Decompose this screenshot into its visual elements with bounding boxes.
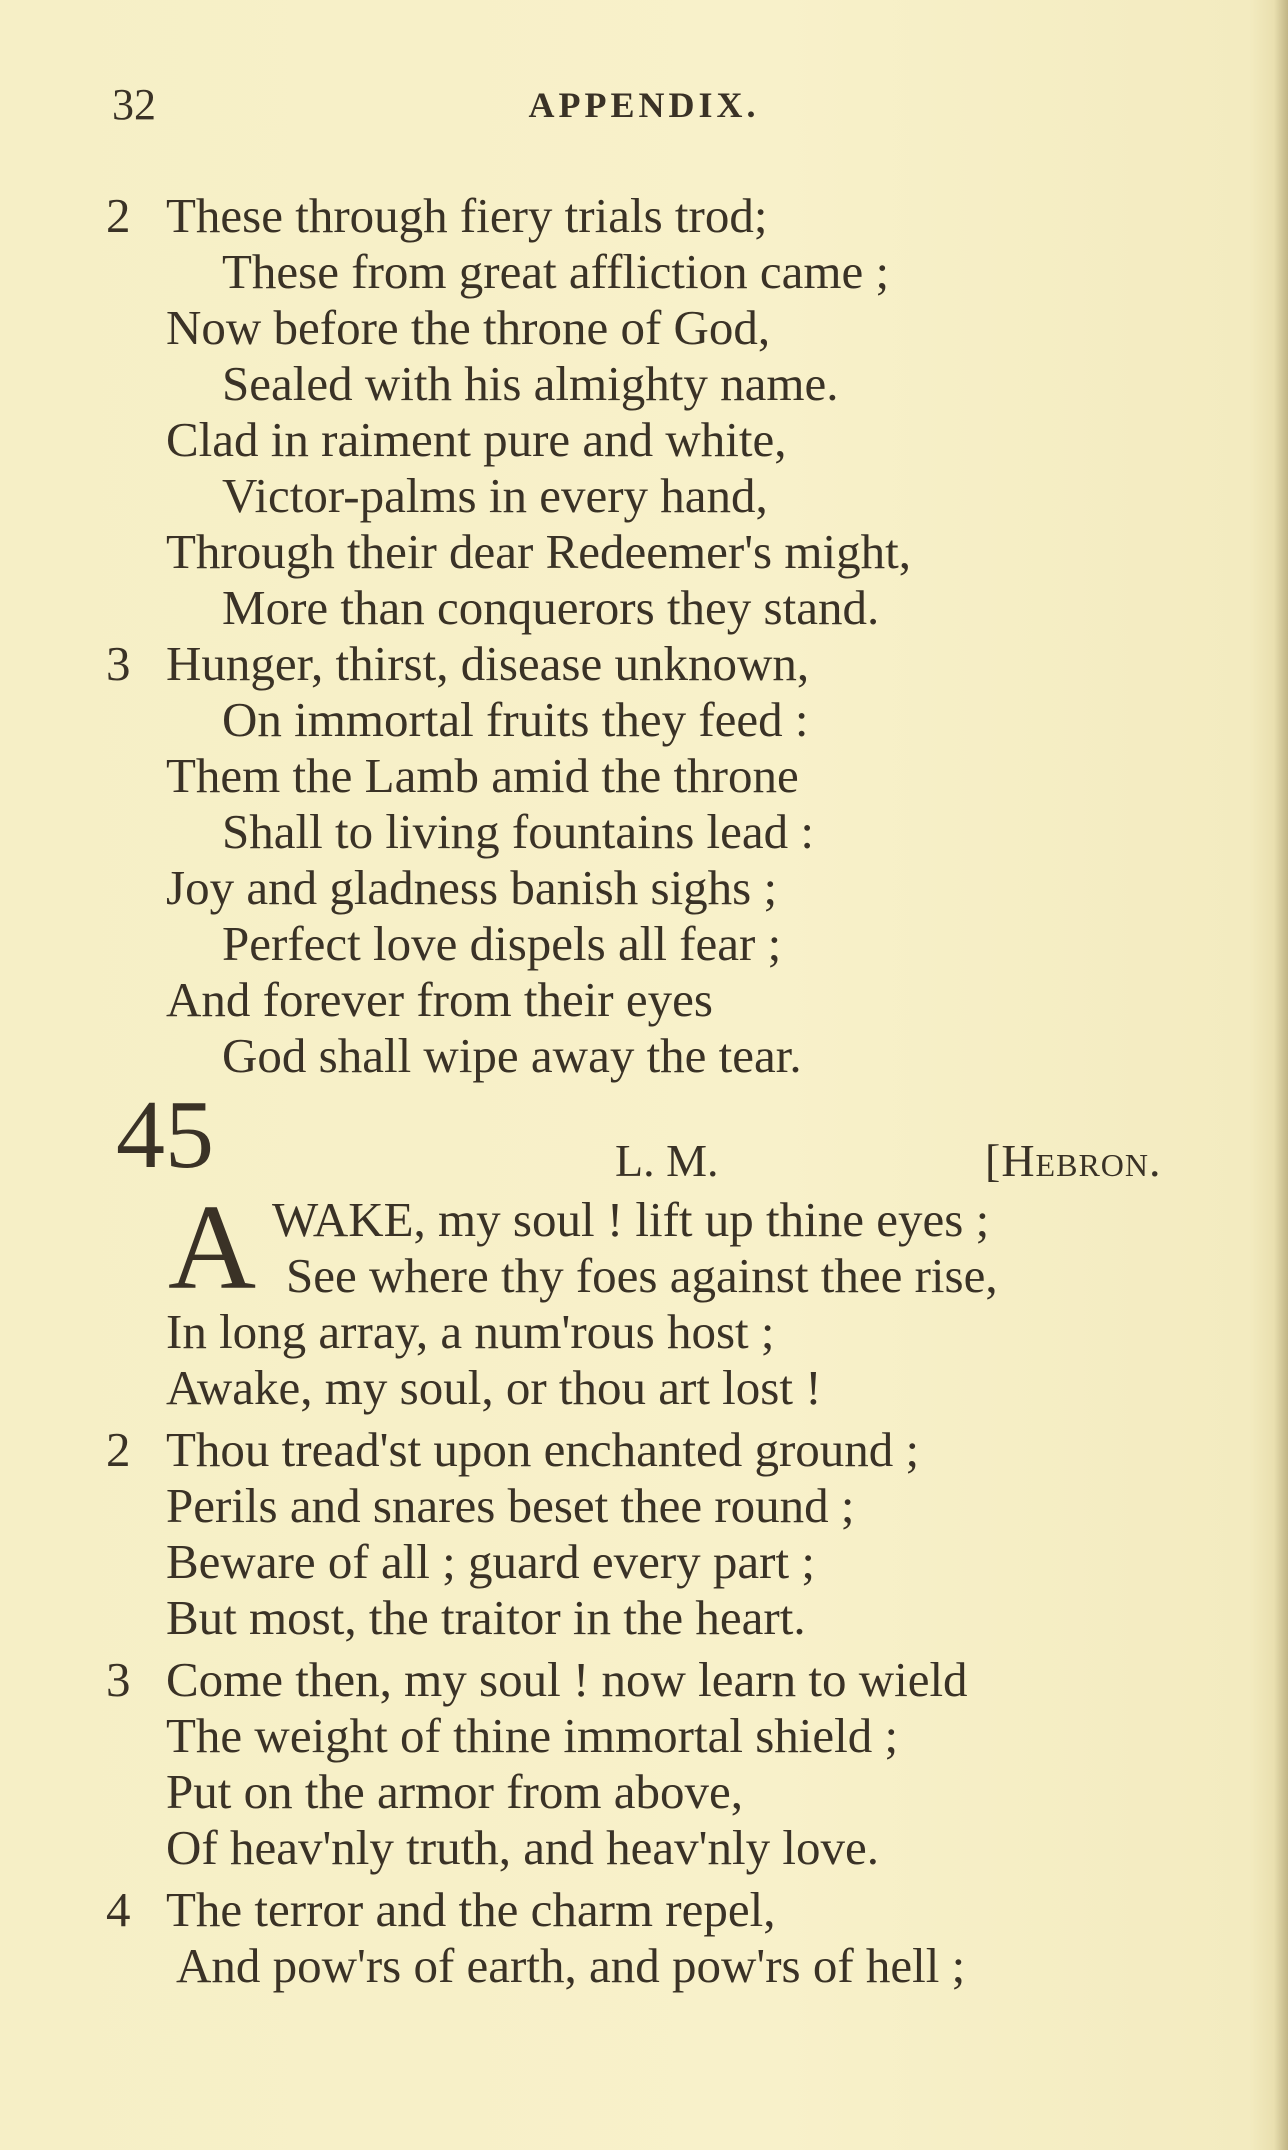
hymn-line: God shall wipe away the tear.	[222, 1028, 802, 1083]
verse-number: 2	[106, 1422, 131, 1477]
hymn-line: Awake, my soul, or thou art lost !	[166, 1360, 822, 1415]
verse-number: 3	[106, 636, 131, 691]
hymn-line: Them the Lamb amid the throne	[166, 748, 799, 803]
hymn-line: Beware of all ; guard every part ;	[166, 1534, 815, 1589]
hymn-line: In long array, a num'rous host ;	[166, 1304, 775, 1359]
verse-number: 3	[106, 1652, 131, 1707]
page-number: 32	[112, 80, 156, 129]
hymn-line: Victor-palms in every hand,	[222, 468, 768, 523]
hymn-line: Perils and snares beset thee round ;	[166, 1478, 855, 1533]
running-head: APPENDIX.	[528, 85, 760, 125]
verse-number: 2	[106, 188, 131, 243]
hymn-line: Put on the armor from above,	[166, 1764, 743, 1819]
hymn-line: Shall to living fountains lead :	[222, 804, 815, 859]
drop-cap: A	[168, 1180, 257, 1315]
hymn-line: On immortal fruits they feed :	[222, 692, 809, 747]
hymn-line: The terror and the charm repel,	[166, 1882, 776, 1937]
verse-number: 4	[106, 1882, 131, 1937]
hymn-meter: L. M.	[615, 1135, 719, 1186]
hymn-line: More than conquerors they stand.	[222, 580, 880, 635]
hymn-line: But most, the traitor in the heart.	[166, 1590, 806, 1645]
hymn-line: Perfect love dispels all fear ;	[222, 916, 782, 971]
hymn-line: Clad in raiment pure and white,	[166, 412, 787, 467]
hymn-number: 45	[116, 1081, 214, 1189]
hymn-line: Through their dear Redeemer's might,	[166, 524, 911, 579]
tune-name: [Hebron.	[985, 1135, 1162, 1186]
hymn-line: And pow'rs of earth, and pow'rs of hell ;	[176, 1938, 966, 1993]
hymn-line: WAKE, my soul ! lift up thine eyes ;	[272, 1192, 990, 1247]
hymn-line: These through fiery trials trod;	[166, 188, 768, 243]
hymn-line: See where thy foes against thee rise,	[286, 1248, 998, 1303]
hymn-line: And forever from their eyes	[166, 972, 713, 1027]
hymn-line: Come then, my soul ! now learn to wield	[166, 1652, 968, 1707]
hymn-line: These from great affliction came ;	[222, 244, 890, 299]
hymn-line: Hunger, thirst, disease unknown,	[166, 636, 810, 691]
page-edge-shadow	[1274, 0, 1288, 2150]
hymn-line: Now before the throne of God,	[166, 300, 771, 355]
hymn-line: Joy and gladness banish sighs ;	[166, 860, 778, 915]
hymn-line: Sealed with his almighty name.	[222, 356, 839, 411]
hymn-line: Thou tread'st upon enchanted ground ;	[166, 1422, 920, 1477]
hymn-line: Of heav'nly truth, and heav'nly love.	[166, 1820, 879, 1875]
hymn-line: The weight of thine immortal shield ;	[166, 1708, 899, 1763]
page-header	[0, 75, 1288, 135]
